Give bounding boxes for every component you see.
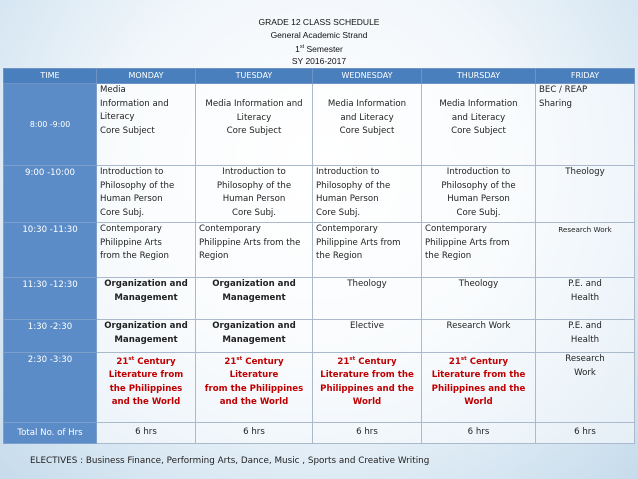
schedule-header: [0, 16, 638, 68]
table-row: [4, 320, 635, 353]
time-cell: 2:30 -3:30: [4, 353, 97, 423]
schedule-cell: 21st Century Literature from the Philippines and the World: [422, 353, 536, 423]
schedule-cell: Media Information and Literacy Core Subject: [313, 84, 422, 166]
schedule-cell: Contemporary Philippine Arts from the Region: [313, 223, 422, 278]
schedule-cell: Introduction to Philosophy of the Human Person Core Subj.: [422, 166, 536, 223]
table-row: [4, 423, 635, 444]
schedule-title: GRADE 12 CLASS SCHEDULE: [258, 17, 380, 27]
time-cell: 1:30 -2:30: [4, 320, 97, 353]
schedule-cell: Research Work: [536, 353, 635, 423]
schedule-cell: Organization and Management: [196, 320, 313, 353]
time-cell: 11:30 -12:30: [4, 278, 97, 320]
schedule-cell: Elective: [313, 320, 422, 353]
schedule-cell: BEC / REAP Sharing: [536, 84, 635, 166]
schedule-cell: Contemporary Philippine Arts from the Region: [196, 223, 313, 278]
schedule-cell: Research Work: [422, 320, 536, 353]
schedule-cell: Introduction to Philosophy of the Human Person Core Subj.: [97, 166, 196, 223]
schedule-cell: Organization and Management: [97, 278, 196, 320]
time-cell: 9:00 -10:00: [4, 166, 97, 223]
table-row: [4, 223, 635, 278]
electives-note: ELECTIVES : Business Finance, Performing Arts, Dance, Music , Sports and Creative Writing: [30, 456, 430, 466]
schedule-table: [3, 68, 635, 444]
table-header-row: [4, 69, 635, 84]
semester-text: Semester: [304, 43, 343, 54]
column-header-tuesday: TUESDAY: [196, 69, 313, 84]
schedule-cell: P.E. and Health: [536, 278, 635, 320]
schedule-cell: Media Information and Literacy Core Subject: [196, 84, 313, 166]
semester-number: 1: [295, 43, 300, 54]
time-cell: Total No. of Hrs: [4, 423, 97, 444]
time-cell: 8:00 -9:00: [4, 84, 97, 166]
schedule-cell: P.E. and Health: [536, 320, 635, 353]
schedule-cell: Introduction to Philosophy of the Human Person Core Subj.: [196, 166, 313, 223]
schedule-cell: 6 hrs: [536, 423, 635, 444]
school-year-label: SY 2016-2017: [291, 56, 347, 67]
strand-label: General Academic Strand: [270, 29, 368, 40]
column-header-friday: FRIDAY: [536, 69, 635, 84]
schedule-cell: Organization and Management: [196, 278, 313, 320]
column-header-thursday: THURSDAY: [422, 69, 536, 84]
semester-suffix: st: [299, 44, 305, 50]
schedule-cell: 6 hrs: [97, 423, 196, 444]
schedule-cell: Media Information and Literacy Core Subject: [422, 84, 536, 166]
table-row: [4, 84, 635, 166]
schedule-cell: 21st Century Literature from the Philippines and the World: [97, 353, 196, 423]
schedule-cell: 6 hrs: [422, 423, 536, 444]
schedule-cell: Theology: [422, 278, 536, 320]
table-row: [4, 278, 635, 320]
schedule-cell: 6 hrs: [313, 423, 422, 444]
column-header-time: TIME: [4, 69, 97, 84]
schedule-cell: 21st Century Literature from the Philippines and the World: [196, 353, 313, 423]
schedule-cell: Introduction to Philosophy of the Human Person Core Subj.: [313, 166, 422, 223]
schedule-cell: Media Information and Literacy Core Subject: [97, 84, 196, 166]
schedule-cell: Research Work: [536, 223, 635, 278]
time-cell: 10:30 -11:30: [4, 223, 97, 278]
schedule-cell: Theology: [536, 166, 635, 223]
schedule-cell: 6 hrs: [196, 423, 313, 444]
table-row: [4, 166, 635, 223]
schedule-cell: Organization and Management: [97, 320, 196, 353]
schedule-cell: Contemporary Philippine Arts from the Region: [97, 223, 196, 278]
schedule-cell: Theology: [313, 278, 422, 320]
table-row: [4, 353, 635, 423]
schedule-cell: Contemporary Philippine Arts from the Region: [422, 223, 536, 278]
column-header-wednesday: WEDNESDAY: [313, 69, 422, 84]
semester-label: [0, 41, 638, 55]
schedule-cell: 21st Century Literature from the Philippines and the World: [313, 353, 422, 423]
column-header-monday: MONDAY: [97, 69, 196, 84]
